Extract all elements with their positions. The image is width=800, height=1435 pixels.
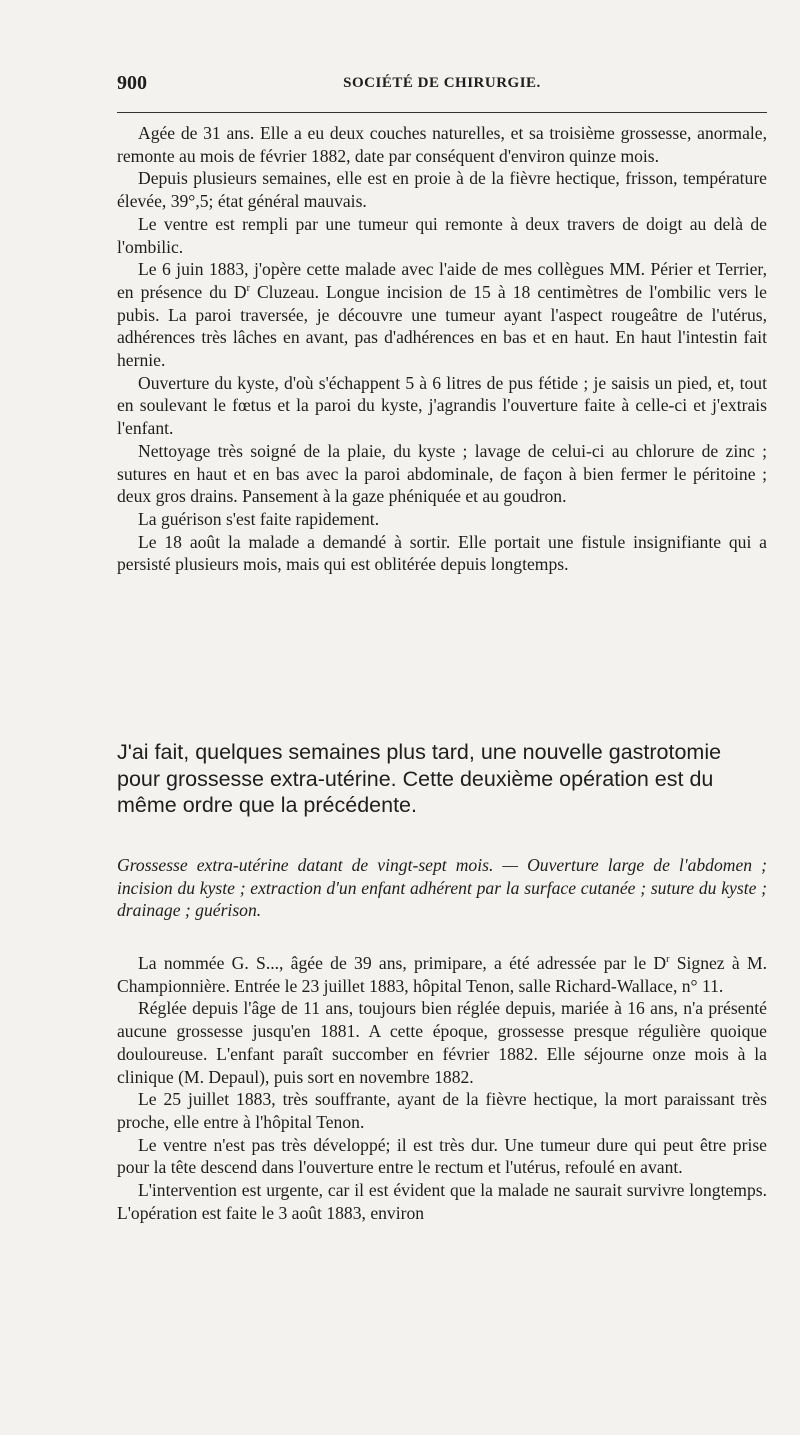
paragraph: Le 25 juillet 1883, très souffrante, ayant de la fièvre hectique, la mort paraissant très proche, elle entre à l'hôpital Tenon.	[117, 1089, 767, 1132]
paragraph	[117, 258, 767, 372]
text-run: Le 6 juin 1883, j'opère cette malade avec l'aide de mes collègues MM. Périer et Terrier, en présence du D	[117, 259, 767, 302]
header-rule	[117, 112, 767, 113]
paragraph: L'intervention est urgente, car il est évident que la malade ne saurait survivre longtemps. L'opération est faite le 3 août 1883, environ	[117, 1180, 767, 1223]
case-report-1	[117, 122, 767, 576]
text-run: La nommée G. S..., âgée de 39 ans, primipare, a été adressée par le D	[138, 953, 667, 973]
paragraph: Depuis plusieurs semaines, elle est en proie à de la fièvre hectique, frisson, température élevée, 39°,5; état général mauvais.	[117, 168, 767, 212]
case-report-2	[117, 952, 767, 1224]
paragraph: Le ventre n'est pas très développé; il est très dur. Une tumeur dure qui peut être prise pour la tête descend dans l'ouverture entre le rectum et l'utérus, refoulé en avant.	[117, 1134, 767, 1178]
case-title-text: Grossesse extra-utérine datant de vingt-sept mois. — Ouverture large de l'abdomen ; incision du kyste ; extraction d'un enfant adhérent par la surface cutanée ; suture du kyste ; drainage ; guérison.	[117, 855, 767, 921]
case-title	[117, 854, 767, 922]
paragraph: La guérison s'est faite rapidement.	[138, 508, 380, 529]
page-header	[117, 72, 767, 96]
paragraph	[117, 952, 767, 997]
paragraph: Le 18 août la malade a demandé à sortir. Elle portait une fistule insignifiante qui a persisté plusieurs mois, mais qui est oblitérée depuis longtemps.	[117, 531, 767, 575]
running-head: SOCIÉTÉ DE CHIRURGIE.	[343, 75, 541, 91]
modern-paragraph: J'ai fait, quelques semaines plus tard, une nouvelle gastrotomie pour grossesse extra-utérine. Cette deuxième opération est du même ordre que la précédente.	[117, 740, 722, 817]
paragraph: Ouverture du kyste, d'où s'échappent 5 à 6 litres de pus fétide ; je saisis un pied, et, tout en soulevant le fœtus et la paroi du kyste, j'agrandis l'ouverture faite à celle-ci et j'extrais l'enfant.	[117, 372, 767, 439]
paragraph: Réglée depuis l'âge de 11 ans, toujours bien réglée depuis, mariée à 16 ans, n'a présenté aucune grossesse jusqu'en 1881. A cette époque, grossesse presque régulière quoique douloureuse. L'enfant paraît succomber en février 1882. Elle séjourne onze mois à la clinique (M. Depaul), puis sort en novembre 1882.	[117, 998, 767, 1087]
superscript: r	[666, 954, 670, 966]
page-number: 900	[117, 72, 147, 94]
paragraph: Le ventre est rempli par une tumeur qui remonte à deux travers de doigt au delà de l'ombilic.	[117, 213, 767, 257]
paragraph: Nettoyage très soigné de la plaie, du kyste ; lavage de celui-ci au chlorure de zinc ; sutures en haut et en bas avec la paroi abdominale, de façon à bien fermer le péritoine ; deux gros drains. Pansement à la gaze phéniquée et au goudron.	[117, 440, 767, 507]
superscript: r	[246, 283, 250, 295]
text-run: Signez à M. Championnière. Entrée le 23 juillet 1883, hôpital Tenon, salle Richard-Wallace, n° 11.	[117, 953, 767, 996]
paragraph: Agée de 31 ans. Elle a eu deux couches naturelles, et sa troisième grossesse, anormale, remonte au mois de février 1882, date par conséquent d'environ quinze mois.	[117, 123, 767, 166]
text-run: Cluzeau. Longue incision de 15 à 18 centimètres de l'ombilic vers le pubis. La paroi traversée, je découvre une tumeur ayant l'aspect rougeâtre de l'utérus, adhérences très lâches en avant, pas d'adhérences en bas et en haut. En haut l'intestin fait hernie.	[117, 281, 767, 371]
modern-paragraph-block	[117, 739, 767, 819]
